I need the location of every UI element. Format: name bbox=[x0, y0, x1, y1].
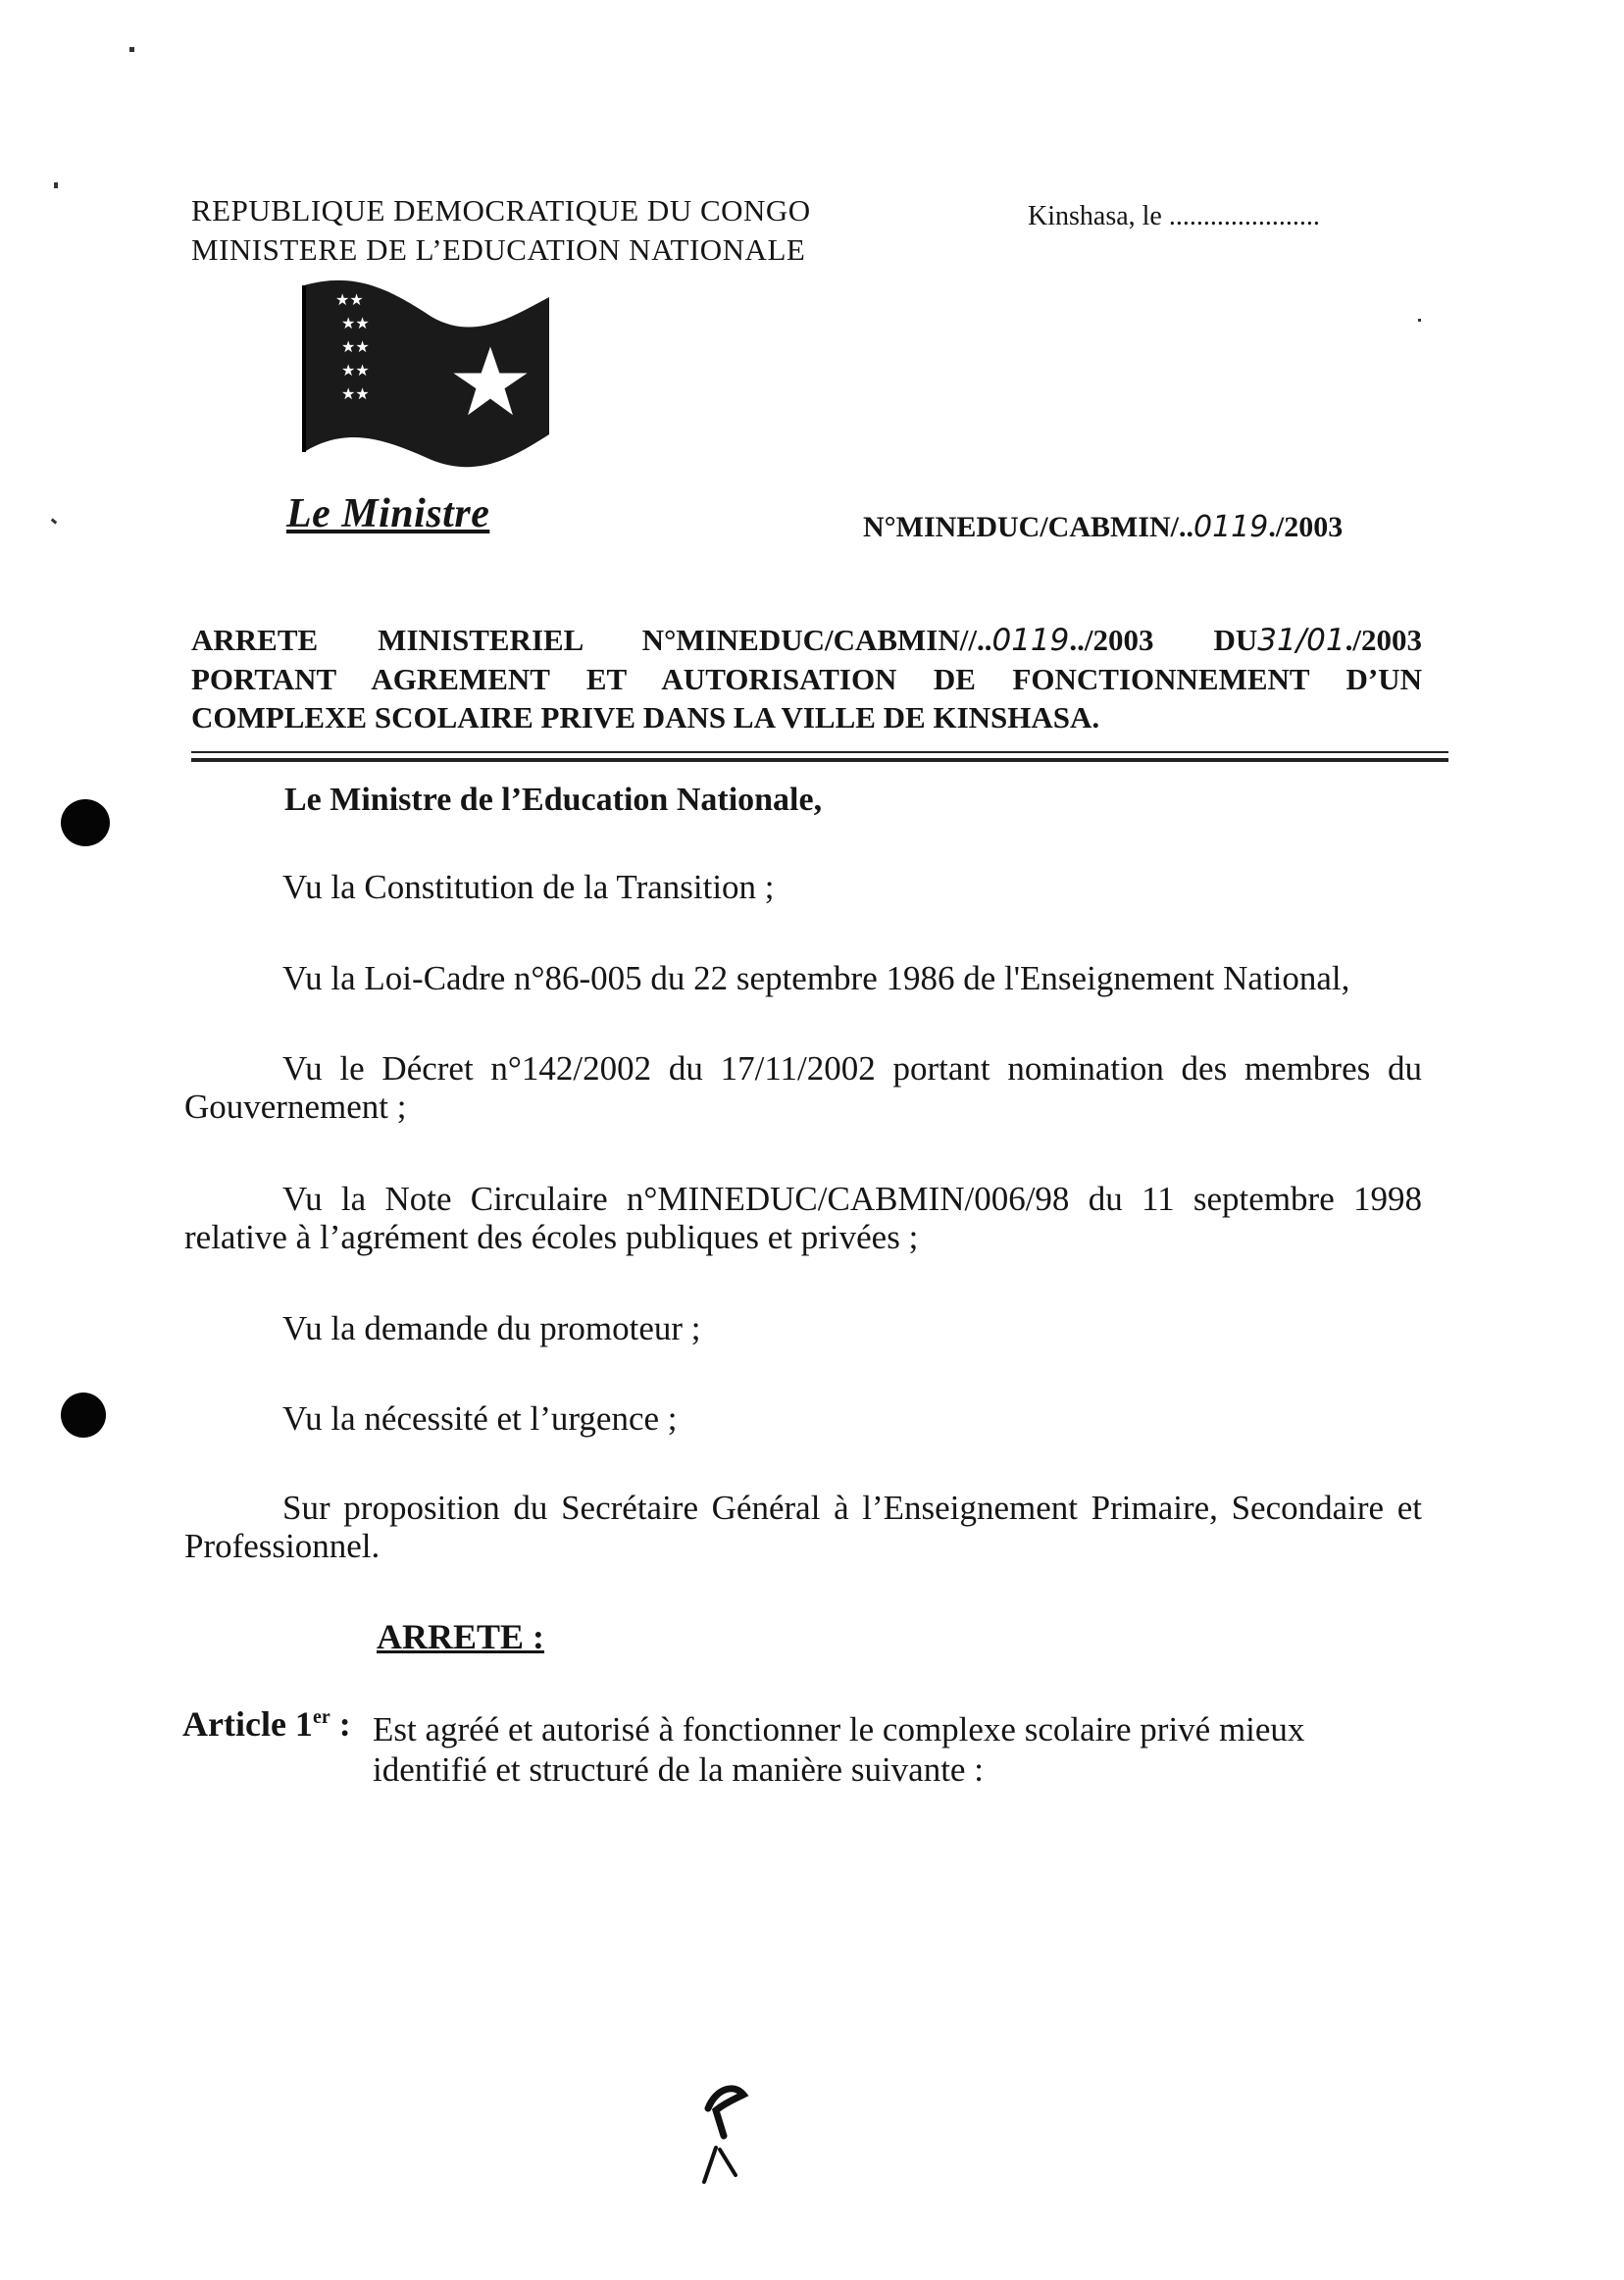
article-1-text: Est agréé et autorisé à fonctionner le complexe scolaire privé mieux identifié et structuré de la manière suivante : bbox=[373, 1710, 1305, 1789]
scan-speck bbox=[54, 182, 58, 188]
reference-suffix: ./2003 bbox=[1268, 511, 1344, 543]
title-ref-mid: ../2003 DU bbox=[1069, 623, 1258, 657]
svg-text:★★: ★★ bbox=[341, 384, 370, 403]
svg-text:★★: ★★ bbox=[335, 290, 364, 309]
flag-emblem bbox=[294, 278, 554, 479]
decree-title-line2: PORTANT AGREMENT ET AUTORISATION DE FONCTIONNEMENT D’UN bbox=[191, 662, 1422, 696]
reference-number bbox=[863, 510, 1343, 544]
reference-handwritten-number: 0119 bbox=[1193, 510, 1269, 544]
svg-text:★★: ★★ bbox=[341, 361, 370, 380]
reference-prefix: N°MINEDUC/CABMIN/.. bbox=[863, 511, 1193, 543]
article-1-label-sup: er bbox=[312, 1706, 330, 1728]
divider-thick bbox=[191, 758, 1448, 762]
place-date: Kinshasa, le ...................... bbox=[1028, 201, 1320, 231]
title-handwritten-date: 31/01 bbox=[1257, 623, 1345, 658]
scan-speck bbox=[1418, 319, 1421, 322]
republic-name: REPUBLIQUE DEMOCRATIQUE DU CONGO bbox=[191, 193, 811, 228]
scan-speck bbox=[129, 47, 134, 52]
title-handwritten-number: 0119 bbox=[991, 623, 1070, 658]
ministry-name: MINISTERE DE L’EDUCATION NATIONALE bbox=[191, 232, 806, 267]
svg-text:★★: ★★ bbox=[341, 314, 370, 332]
minister-signature-title: Le Ministre bbox=[286, 491, 490, 536]
consideration-decret: Vu le Décret n°142/2002 du 17/11/2002 portant nomination des membres du Gouvernement ; bbox=[184, 1049, 1422, 1126]
consideration-proposition: Sur proposition du Secrétaire Général à l’Enseignement Primaire, Secondaire et Professionnel. bbox=[184, 1489, 1422, 1565]
letterhead bbox=[191, 191, 811, 270]
punch-hole-lower bbox=[61, 1393, 106, 1438]
decree-title-line3: COMPLEXE SCOLAIRE PRIVE DANS LA VILLE DE KINSHASA. bbox=[191, 700, 1100, 735]
paraph-initials bbox=[686, 2079, 755, 2197]
article-1-separator: : bbox=[330, 1704, 351, 1744]
scan-speck bbox=[51, 518, 58, 524]
consideration-demande: Vu la demande du promoteur ; bbox=[282, 1309, 701, 1347]
title-ref-prefix: ARRETE MINISTERIEL N°MINEDUC/CABMIN//.. bbox=[191, 623, 992, 657]
minister-intro: Le Ministre de l’Education Nationale, bbox=[284, 782, 823, 818]
consideration-constitution: Vu la Constitution de la Transition ; bbox=[282, 868, 775, 906]
consideration-urgence: Vu la nécessité et l’urgence ; bbox=[282, 1399, 678, 1438]
decree-title bbox=[191, 621, 1422, 736]
punch-hole-upper bbox=[61, 799, 110, 846]
title-ref-suffix: ./2003 bbox=[1345, 623, 1422, 657]
svg-text:★★: ★★ bbox=[341, 337, 370, 356]
consideration-loi-cadre: Vu la Loi-Cadre n°86-005 du 22 septembre 1986 de l'Enseignement National, bbox=[282, 959, 1350, 997]
divider-thin bbox=[191, 751, 1448, 753]
consideration-note-circulaire: Vu la Note Circulaire n°MINEDUC/CABMIN/006/98 du 11 septembre 1998 relative à l’agrément des écoles publiques et privées ; bbox=[184, 1180, 1422, 1256]
decision-heading: ARRETE : bbox=[377, 1617, 545, 1656]
decree-title-line1 bbox=[191, 621, 1422, 660]
article-1-label-text: Article 1 bbox=[182, 1704, 313, 1744]
article-1-label bbox=[182, 1703, 351, 1745]
